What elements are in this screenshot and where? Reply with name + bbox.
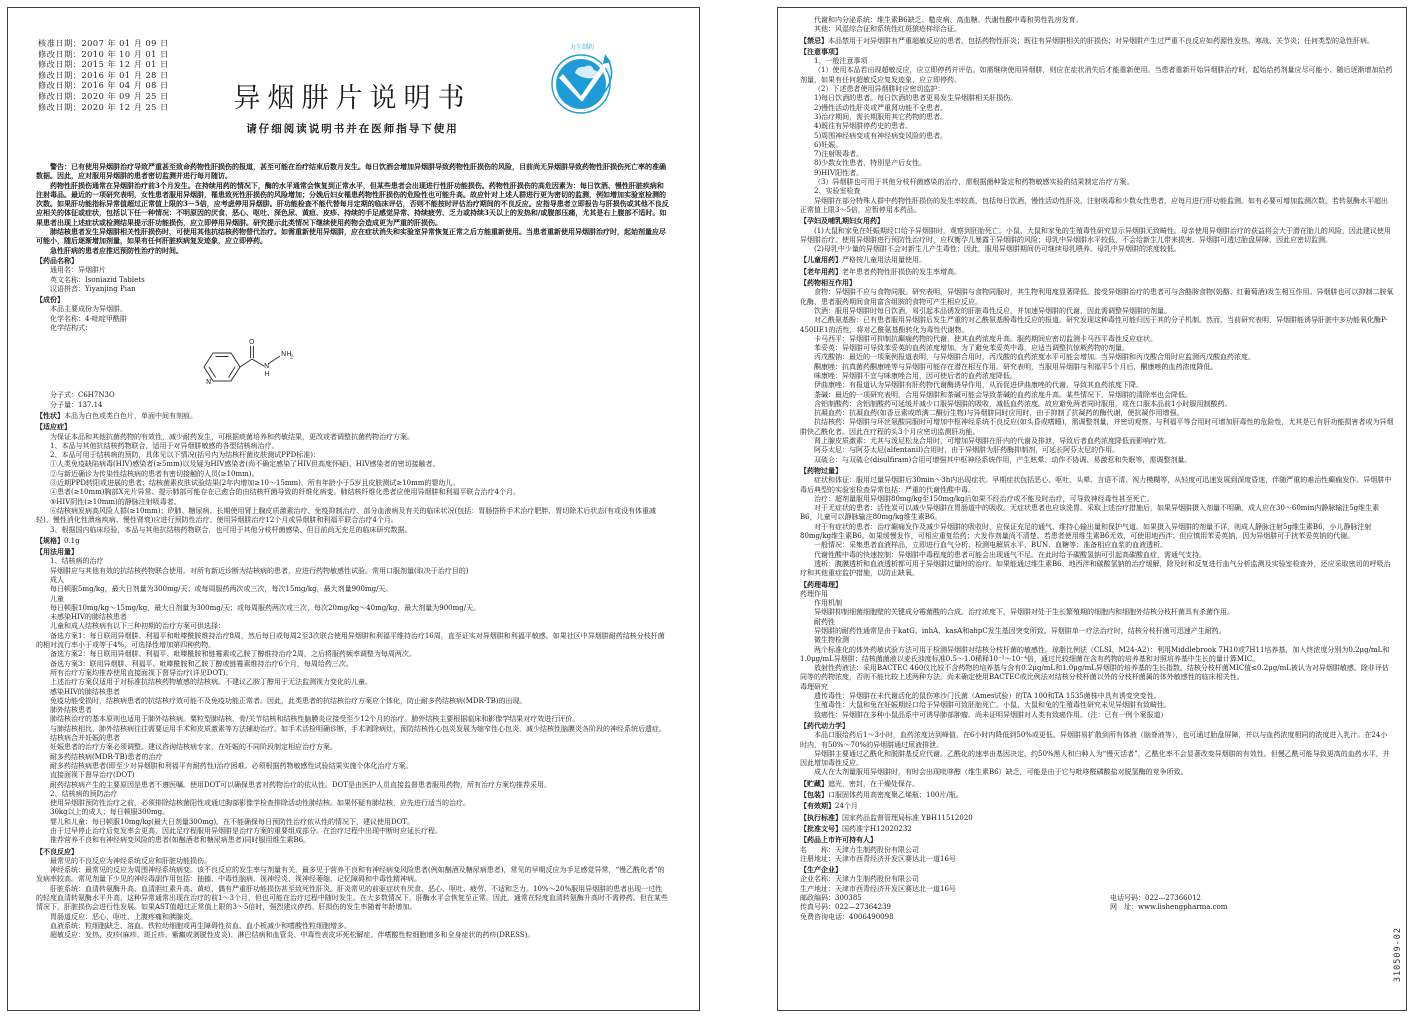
paragraph: 备选方案2：每日联用异烟肼、利福平、吡嗪酰胺和链霉素或乙胺丁醇维持治疗2周，之后将服药频率调整为每周两次。 — [50, 650, 416, 659]
paragraph: 儿童 — [50, 594, 64, 603]
paragraph: 30kg以上的成人；每日顿服300mg。 — [50, 808, 170, 817]
paragraph: 通用名：异烟肼片 — [50, 266, 106, 275]
paragraph: 使用异烟肼预防性治疗之前，必须排除结核菌阳性或通过胸部影像学检查排除活动性肺结核。如果怀疑有肺结核，应先进行适当的治疗。 — [50, 799, 470, 808]
paragraph: 4)既往有异烟肼停药史的患者。 — [814, 122, 913, 131]
section-heading: 【禁忌】 — [800, 35, 828, 45]
contact-line: 免费咨询电话：4006490098 — [800, 912, 894, 921]
paragraph: 药理作用 — [800, 589, 828, 598]
paragraph: 化学结构式： — [50, 324, 92, 333]
section-heading: 【儿童用药】 — [800, 255, 842, 265]
paragraph: 放射性药液法：采用BACTEC 460仪比较不含药物的培养基与含有0.2μg/mL和1.0μg/mL异烟肼的培养基的生长指数。结核分枝杆菌MIC值≤0.2μg/mL被认为对异烟肼敏感。除非评估同等的药物浓度，否则不能比较上述两种方法。尚未确定使用BACTEC或比例法对结核分枝杆菌以外的分枝杆菌属的体外敏感性的临床相关性。 — [800, 664, 1389, 682]
contact-block — [800, 894, 1394, 922]
paragraph: 6)妊娠。 — [814, 140, 843, 149]
section — [800, 47, 1394, 215]
section-inline-text: 24个月 — [835, 802, 858, 811]
paragraph: 异烟肼应与其他有效的抗结核药物联合使用。对所有新近诊断为结核病的患者，应进行药物敏感性试验。常用口服剂量(取决于治疗目的) — [50, 566, 469, 575]
paragraph: 异烟肼抑制细菌细胞壁的关键成分霉菌酸的合成。治疗浓度下，异烟肼对处于生长繁殖期的细胞内和细胞外结核分枝杆菌具有杀菌作用。 — [814, 608, 1234, 617]
paragraph: 阿芬太尼：与阿芬太尼(alfentanil)合用时，由于异烟肼为肝药酶抑制剂，可延长阿芬太尼的作用。 — [814, 446, 1120, 455]
paragraph: 3)治疗期间，需长期服用其它药物的患者。 — [814, 112, 948, 121]
boxed-warning — [36, 162, 669, 255]
paragraph: 异烟肼主要通过乙酰化和脱肼基反应代谢。乙酰化的速率由基因决定，约50%黑人和白种人为“慢灭活者”，乙酰化率不会显著改变异烟肼的有效性。但慢乙酰可能导致更高的血药水平，并因此增加毒性反应。 — [800, 749, 1390, 768]
vertical-print-code: 310509-02 — [1393, 926, 1403, 982]
paragraph: 代谢和内分泌系统：维生素B6缺乏、糙皮病、高血糖、代谢性酸中毒和男性乳房发育。 — [814, 16, 1083, 24]
paragraph: 2)慢性活动性肝炎或严重肾功能不全患者。 — [814, 103, 948, 112]
paragraph: 两个标准化的体外药敏试验方法可用于检测异烟肼对结核分枝杆菌的敏感性。琼脂比例法（CLSI，M24-A2）：利用Middlebrook 7H10或7H11培养基，加入终浓度分别为0.2μg/mL和1.0μg/mL异烟肼；结核菌菌液以麦氏浊度标准0.5～1.0稀释10⁻²～10⁻⁴倍，通过比较细菌在含有药物的培养基和对照培养基中生长的量计算MIC。 — [800, 645, 1390, 663]
date-line: 核准日期：2007 年 01 月 09 日 — [38, 38, 169, 48]
page1-header — [36, 16, 669, 158]
paragraph: 所有治疗方案均推荐使用直接面视下督导治疗(详见DOT)。 — [50, 668, 233, 677]
section-heading: 【注意事项】 — [800, 46, 842, 56]
paragraph: 英文名称：Isoniazid Tablets — [50, 275, 145, 284]
paragraph: 推荐营养不良和有神经病变风险的患者(如酗酒者和糖尿病患者)同时服用维生素B6。 — [50, 836, 311, 845]
date-line: 修改日期：2010 年 10 月 01 日 — [38, 48, 169, 59]
paragraph: 酮康唑：抗真菌药酮康唑等与异烟肼可能存在潜在相互作用。研究表明，当服用异烟肼与利福平5个月后，酮康唑的血药浓度降低。 — [814, 362, 1218, 371]
section-heading: 【药物相互作用】 — [800, 278, 856, 288]
paragraph: 分子式：C6H7N3O — [50, 391, 115, 400]
paragraph: 5)周围神经病变或有神经病变风险的患者。 — [814, 131, 948, 140]
section-heading: 【执行标准】 — [800, 812, 842, 822]
paragraph: 抗结核药：异烟肼与环丝氨酸同服时可增加中枢神经系统不良反应(如头昏或嗜睡)，需调整剂量，并密切观察。与利福平等合用时可增加肝毒性的危险性，尤其是已有肝功能损害者或为异烟肼快乙酰化者。因此在疗程的头3个月应密切监测肝功能。 — [800, 418, 1394, 436]
paragraph: 抗凝血药：抗凝血药(如香豆素或茚满二酮衍生物)与异烟肼同时应用时，由于抑制了抗凝药的酶代谢，使抗凝作用增强。 — [814, 409, 1184, 418]
section — [36, 547, 669, 846]
paragraph: (2)母乳中少量的异烟肼不会对新生儿产生毒性；因此，服用异烟肼期间仍可继续母乳喂养。母乳中异烟肼的浓度较低。 — [814, 245, 1181, 254]
section-heading: 【性状】 — [36, 410, 64, 420]
paragraph: 耐药性 — [814, 617, 835, 626]
svg-text:H: H — [264, 370, 270, 379]
paragraph: 备选方案1：每日联用异烟肼、利福平和吡嗪酰胺维持治疗8周，然后每日或每周2至3次联合使用异烟肼和利福平维持治疗16周，直至证实对异烟肼和利福平敏感。如果社区中异烟肼耐药结核分枝杆菌的相对流行率小于或等于4%，可选择性增加第四种药物。 — [36, 631, 665, 650]
insert-page-2 — [777, 7, 1407, 1011]
section-heading: 【贮藏】 — [800, 778, 828, 788]
section — [800, 216, 1394, 254]
section-inline-text: 严格按儿童用法用量使用。 — [842, 256, 926, 265]
svg-text:2: 2 — [290, 354, 294, 361]
paragraph: 1、本品与其他抗结核药物联合，适用于对异烟肼敏感的各型结核病治疗。 — [50, 441, 279, 450]
paragraph: 遗传毒性：异烟肼在未代谢活化的鼠伤寒沙门氏菌（Ames试验）的TA 100和TA 1535菌株中具有诱变突变性。 — [814, 692, 1161, 701]
svg-text:N: N — [264, 362, 270, 371]
section — [800, 255, 1394, 265]
approval-dates — [38, 38, 169, 112]
section-inline-text: 老年患者药物性肝损伤的发生率增高。 — [842, 267, 961, 276]
paragraph: 致癌性：异烟肼在多种小鼠品系中可诱导肺部肿瘤。尚未证明异烟肼对人类有致癌作用。（注：已有一例个案报道） — [814, 710, 1168, 719]
paragraph: 食物：异烟肼不应与食物同服。研究表明，异烟肼与食物同服时，其生物利用度显著降低。接受异烟肼治疗的患者可与含酪胺食物(奶酪、红葡萄酒)发生相互作用。异烟肼也可以抑制二胺氧化酶，患者服药期间食用富含组胺的食物可产生相应反应。 — [800, 288, 1394, 306]
paragraph: 作用机制 — [814, 599, 842, 608]
paragraph: （2）下述患者使用异烟肼时应密切监护： — [814, 85, 945, 94]
section — [36, 411, 669, 421]
paragraph: 耐多药结核病(MDR-TB)患者的治疗 — [50, 752, 163, 761]
paragraph: 肺结核患者发生异烟肼相关性肝损伤时，可使用其他抗结核药物替代治疗。如需重新使用异烟肼，应在症状消失和实验室异常恢复正常之后方能重新使用。当患者重新使用异烟肼治疗时，起始剂量应尽可能小，随后逐渐增加剂量，如果有任何肝脏疾病复发迹象，应立即停药。 — [36, 227, 666, 246]
paragraph: 神经系统：最常见的反应为周围神经系统病变。该不良反应的发生率与剂量有关，最多见于营养不良和有神经病变风险患者(例如酗酒及糖尿病患者)，常见的早期反应为手足感觉异常，“慢乙酰化者”的发病率较高。常见剂量下少见的神经毒副作用包括：抽搐、中毒性脑病、视神经炎、视神经萎缩、记忆障碍和中毒性精神病。 — [36, 866, 665, 884]
paragraph: 本品主要成份为异烟肼。 — [50, 305, 127, 314]
section — [800, 278, 1394, 465]
paragraph: 8)少数女性患者，特别是产后女性。 — [814, 159, 927, 168]
paragraph: 伊曲康唑：有报道认为异烟肼有肝药物代谢酶诱导作用，从而促进伊曲康唑的代谢，导致其血药浓度下降。 — [814, 381, 1143, 390]
section-inline-text: 国家药品监督管理局标准 YBH11512020 — [842, 813, 973, 822]
paragraph: 代谢性酸中毒的快速控制：异烟肼中毒程度的患者可能会出现通气不足。在此时给予碳酸氢钠可引起高碳酸血症，需通气支持。 — [814, 550, 1206, 559]
section-heading: 【规格】 — [36, 535, 64, 545]
paragraph: 警告：已有使用异烟肼治疗导致严重甚至致命药物性肝损伤的报道，甚至可能在治疗结束后数月发生。每日饮酒会增加异烟肼导致药物性肝损伤的风险，目前尚无异烟肼导致药物性肝损伤死亡率的准确数据。因此，应对服用异烟肼的患者密切监测并进行每月随访。 — [36, 162, 666, 181]
paragraph: 上述治疗方案仅适用于对标准抗结核药物敏感的结核病。不建议乙胺丁醇用于无法监测视力变化的儿童。 — [50, 678, 372, 687]
paragraph: 名 称：天津力生制药股份有限公司 — [800, 845, 919, 854]
paragraph: ①人类免疫缺陷病毒(HIV)感染者(≥5mm)以及疑为HIV感染者(尚不确定感染了HIV但高度怀疑)、HIV感染者的密切接触者。 — [50, 460, 440, 469]
section-heading: 【药代动力学】 — [800, 720, 849, 730]
date-line: 修改日期：2020 年 09 月 25 日 — [38, 90, 169, 101]
paragraph: ⑤HIV阴性(≥10mm)的静脉注射吸毒者。 — [50, 497, 181, 506]
paragraph: 成人 — [50, 575, 64, 584]
svg-text:NH: NH — [281, 350, 292, 359]
section — [800, 865, 1394, 894]
paragraph: 2、结核病的预防治疗 — [50, 789, 118, 798]
paragraph: 肺外结核患者 — [50, 706, 92, 715]
section — [800, 790, 1394, 800]
paragraph: 含铝制酸药：含铝制酸药可延缓并减少口服异烟肼的吸收，减低血药浓度。故应避免两者同时服用，或在口服本品前1小时服用制酸药。 — [814, 399, 1232, 408]
paragraph: 超敏反应：发热、皮疹(麻疹、斑丘疹、紫癜或剥脱性皮炎)、淋巴结病和血管炎、中毒性表皮坏死松解症、伴嗜酸性粒细胞增多和全身症状的药疹(DRESS)。 — [50, 931, 535, 940]
paragraph: 耐多药结核病患者(即至少对异烟肼和利福平有耐药性)治疗困难。必须根据药物敏感性试验结果实施个体化治疗方案。 — [50, 761, 413, 770]
section-inline-text: 本品禁用于对异烟肼有严重超敏反应的患者，包括药物性肝炎；既往有异烟肼相关的肝损伤；对异烟肼产生过严重不良反应如药源性发热、寒战、关节炎；任何类型的急性肝病。 — [828, 36, 1374, 45]
paragraph: 分子量：137.14 — [50, 400, 103, 409]
paragraph: 微生物检测 — [814, 636, 849, 645]
section-inline-text: 本品为白色或类白色片，单面中间有刻痕。 — [64, 411, 197, 420]
paragraph: （1）使用本品若出现超敏反应，应立即停药并评估。如需继续使用异烟肼，则应在症状消失后才能重新使用。当患者重新开始异烟肼治疗时，起始给药剂量应尽可能小、随后逐渐增加给药剂量，如果有任何超敏反应复发迹象，应立即停药。 — [800, 66, 1393, 84]
paragraph: 双硫仑：与双硫仑(disulfiram)合用可增强其中枢神经系统作用，产生眩晕、动作不协调、易激惹和失眠等，需调整剂量。 — [814, 455, 1192, 464]
paragraph: 直接面视下督导治疗(DOT) — [50, 771, 135, 780]
date-line: 修改日期：2015 年 12 月 01 日 — [38, 59, 169, 70]
paragraph: 备选方案3：联用异烟肼、利福平、吡嗪酰胺和乙胺丁醇或链霉素维持治疗6个月，每周给药三次。 — [50, 659, 353, 668]
paragraph: 症状和体征：服用过量异烟肼后30min～3h内出现症状。早期症状包括恶心、呕吐、头晕、言语不清、视力模糊等，从轻度可迅速发展到深度昏迷，伴随严重的难治性癫痫发作。异烟肼中毒后典型的实验室检查异常包括：严重的代谢性酸中毒。 — [800, 476, 1392, 494]
section — [36, 847, 669, 941]
paragraph: ②与新近确诊为传染性结核病的患者有密切接触的人员(≥10mm)。 — [50, 469, 259, 478]
page1-sections — [36, 256, 669, 941]
section-heading: 【孕妇及哺乳期妇女用药】 — [800, 216, 884, 226]
page2-sections — [800, 36, 1394, 894]
paragraph: 由于过早停止治疗后复发率会更高，因此足疗程服用异烟肼是治疗方案的重要组成部分。在治疗过程中出现中断时应延长疗程。 — [50, 827, 442, 835]
paragraph: 7)注射吸毒者。 — [814, 150, 864, 159]
section-heading: 【药物过量】 — [800, 465, 842, 475]
section — [800, 801, 1394, 811]
page2-continuation — [800, 16, 1394, 35]
section-heading: 【批准文号】 — [800, 823, 842, 833]
insert-subtitle: 请仔细阅读说明书并在医师指导下使用 — [246, 123, 459, 135]
date-line: 修改日期：2016 年 04 月 08 日 — [38, 80, 169, 91]
section-inline-text: 0.1g — [64, 536, 80, 545]
paragraph: 急性肝病的患者应推迟预防性治疗的时间。 — [50, 245, 183, 255]
paragraph: 化学名称：4-吡啶甲酰肼 — [50, 314, 127, 323]
contact-line: 邮政编码：300385 — [800, 894, 862, 903]
paragraph: 汉语拼音：Yiyanjing Pian — [50, 284, 136, 293]
section — [800, 466, 1394, 579]
paragraph: 其他：风湿综合征和系统性红斑狼疮样综合征。 — [814, 25, 961, 34]
section-heading: 【药理毒理】 — [800, 579, 842, 589]
paragraph: 咪康唑：异烟肼不宜与咪康唑合用，因可使后者的血药浓度降低。 — [814, 371, 1017, 380]
paragraph: 异烟肼的耐药性通常是由于katG、inhA、kasA和ahpC发生基因突变所致。异烟肼单一疗法治疗时，结核分枝杆菌可迅速产生耐药。 — [814, 627, 1226, 635]
paragraph: 饮酒：服用异烟肼时每日饮酒，易引起本品诱发的肝脏毒性反应，并加速异烟肼的代谢，因此需调整异烟肼的剂量。 — [814, 306, 1171, 315]
paragraph: ④患者(≥10mm)胸部X光片异常、提示肺部可能存在已愈合的由结核杆菌导致的纤维化病变。肺结核纤维化患者应使用异烟肼和利福平联合治疗4个月。 — [50, 488, 520, 497]
paragraph: 毒理研究 — [800, 682, 828, 691]
paragraph: 丙戊酸钠：最近的一项案例报道表明，与异烟肼合用时，丙戊酸的血药浓度水平可能会增加。当异烟肼和丙戊酸合用时应监测丙戊酸血药浓度。 — [814, 353, 1255, 362]
paragraph: 治疗：超剂量服用异烟肼80mg/kg至150mg/kg后如果不经治疗或不能及时治疗，可导致神经毒性甚至死亡。 — [814, 494, 1154, 503]
section — [800, 580, 1394, 720]
paragraph: 企业名称：天津力生制药股份有限公司 — [800, 875, 919, 884]
section-heading: 【生产企业】 — [800, 865, 842, 875]
paragraph: 卡马西平：异烟肼可抑制抗癫痫药物的代谢，使其血药浓度升高。服药期间应密切监测卡马西平毒性反应症状。 — [814, 334, 1157, 343]
section-heading: 【不良反应】 — [36, 846, 78, 856]
section-heading: 【成份】 — [36, 295, 64, 305]
paragraph: 对于有症状的患者：治疗癫痫发作及减少异烟肼的吸收时，应保证充足的通气、维持心输出量和保护气道。如果摄入异烟肼的剂量不详，则成人静脉注射5g维生素B6，小儿静脉注射80mg/kg维生素B6。如果缓慢发作，可相应重复给药；大发作剂量尚不清楚。若患者使用维生素B6无效，可使用地西泮；但应慎用苯妥英钠，因为异烟肼可干扰苯妥英钠的代谢。 — [800, 522, 1372, 541]
paragraph: 3、根据国内临床经验，本品与其他抗结核药物联合，也可用于其他分枝杆菌感染、但目前尚无充足的临床研究数据。 — [50, 525, 412, 534]
paragraph: 1、结核病的治疗 — [50, 557, 104, 566]
contact-line: 电话号码：022—27366012 — [1110, 894, 1201, 903]
paragraph: 最常见的不良反应为神经系统反应和肝脏功能损伤。 — [50, 856, 211, 865]
paragraph: 1)每日饮酒的患者。每日饮酒的患者更易发生异烟肼相关肝损伤。 — [814, 94, 1018, 103]
contact-line: 传真号码：022—27364239 — [800, 903, 891, 912]
paragraph: 9)HIV阳性者。 — [814, 168, 864, 177]
section-heading: 【老年用药】 — [800, 266, 842, 276]
section — [800, 779, 1394, 789]
section — [36, 536, 669, 546]
section — [36, 295, 669, 410]
paragraph: 与肺结核相比，肺外结核病往往需要运用手术和皮质激素等方法辅助治疗。如手术活检明确诊断、手术剥除病灶、预防结核性心包炎发展为缩窄性心包炎，减少结核性脑膜炎各阶段的神经系统后遗症。 — [50, 724, 666, 733]
paragraph: ⑥结核病发病高风险人群(≥10mm)；矽肺、糖尿病、长期使用肾上腺皮质激素治疗、免疫抑制治疗、部分血液病及有关的临床状况(包括：胃肠搭桥手术治疗肥胖、胃切除术后状态(有或没有体重减轻)、慢性消化性溃疡疾病、慢性肾衰)应进行预防性治疗、使用异烟肼治疗12个月或异烟肼和利福平联合治疗4个月。 — [36, 506, 656, 525]
paragraph: 对乙酰氨基酚：已有患者服用异烟肼后发生严重的对乙酰氨基酚毒性反应的报道。研究发现这种毒性可能归因于其的分子机制。然而，当前研究表明，异烟肼能诱导肝脏中多功能氧化酶P-450IIE1的活性，将对乙酰氨基酚转化为毒性代谢物。 — [800, 316, 1388, 334]
contact-line: 网 址：www.lishengpharma.com — [1110, 903, 1228, 912]
paragraph: 未感染HIV的肺结核患者 — [50, 613, 127, 622]
paragraph: 异烟肼在部分特殊人群中药物性肝损伤的发生率较高，包括每日饮酒、慢性活动性肝炎、注射吸毒和少数女性患者，应每月进行肝功能监测。如有必要可增加监测次数。若转氨酶水平超出正常值上限3～5倍，应暂停用本药品。 — [800, 196, 1388, 214]
date-line: 修改日期：2016 年 01 月 28 日 — [38, 69, 169, 80]
section — [36, 256, 669, 294]
paragraph: 1、一般注意事项 — [814, 57, 868, 66]
section-heading: 【用法用量】 — [36, 547, 78, 557]
paragraph: 生产地址：天津市西青经济开发区赛达北一道16号 — [800, 884, 956, 893]
lisheng-logo — [545, 40, 619, 120]
paragraph: 2、本品可用于结核病的预防，具体见以下情况(括号内为结核杆菌皮肤测试PPD标准)： — [50, 451, 320, 460]
paragraph: 感染HIV的肺结核患者 — [50, 687, 120, 696]
paragraph: 肺结核治疗的基本原则也适用于肺外结核病。粟粒型肺结核、骨/关节结核和结核性脑膜炎应接受至少12个月的治疗。肺外结核主要根据临床和影像学结果对疗效进行评价。 — [50, 715, 580, 724]
paragraph: (1)大鼠和家兔在妊娠期经口给予异烟肼时，观察到胚胎死亡。小鼠、大鼠和家兔的生殖毒性研究显示异烟肼无致畸性。母亲使用异烟肼治疗的获益将会大于潜在胎儿的风险，因此建议使用异烟肼治疗。使用异烟肼进行预防性治疗时，应权衡孕儿暴露于异烟肼的风险；母乳中异烟肼水平较低，不会给新生儿带来损害。异烟肼可透过胎盘屏障，因此应密切监测。 — [800, 226, 1391, 244]
section — [800, 835, 1394, 864]
insert-page-1 — [7, 7, 700, 1011]
paragraph: 肾上腺皮质激素：尤其与泼尼松龙合用时，可增加异烟肼在肝内的代谢及排泄，导致后者血药浓度降低而影响疗效。 — [814, 437, 1171, 446]
section-heading: 【药品上市许可持有人】 — [800, 835, 877, 845]
section-inline-text: 遮光，密封，在干燥处保存。 — [828, 779, 919, 788]
paragraph: 本品口服给药后1～3小时，血药浓度达到峰值，在6小时内降低到50%或更低。异烟肼易扩散到所有体液（脑脊液等），也可通过胎盘屏障，并以与血药浓度相同的浓度进入乳汁。在24小时内，有50%～70%的异烟肼通过尿液排泄。 — [800, 731, 1388, 749]
date-line: 修改日期：2020 年 12 月 25 日 — [38, 101, 169, 112]
section-heading: 【适应症】 — [36, 422, 71, 432]
paragraph: 一般情况：采集患者血液样品，立即进行血气分析、检测电解质水平、BUN、血糖等；准备相应血浆的血液透析。 — [814, 541, 1168, 550]
paragraph: 血液系统：粒细胞缺乏、溶血、铁粒幼细胞或再生障碍性贫血、血小板减少和嗜酸性粒细胞增多。 — [50, 921, 351, 930]
section — [800, 36, 1394, 46]
paragraph: 结核病合并妊娠的患者 — [50, 734, 120, 743]
paragraph: 每日顿服5mg/kg，最大日剂量为300mg/天；或每周服药两次或三次，每次15mg/kg，最大剂量900mg/天。 — [50, 585, 393, 594]
paragraph: 苯妥英：异烟肼可导致苯妥英的血药浓度增加。为了避免苯妥英中毒，应适当调整抗惊厥药物的剂量。 — [814, 344, 1129, 353]
svg-text:O: O — [249, 338, 255, 347]
paragraph: 茶碱：最近的一项研究表明，合用异烟肼和茶碱可能会导致茶碱的血药浓度升高。某些情况下，异烟肼的清除率也会降低。 — [814, 390, 1192, 399]
paragraph: 妊娠患者的治疗方案必须调整。建议咨询结核病专家，在妊娠的不同阶段制定相应治疗方案。 — [50, 743, 337, 752]
paragraph: 成人在大剂量服用异烟肼时，有时会出现吡哆醇（维生素B6）缺乏，可能是由于它与吡哆醛磷酸盐对脱氢酶的竞争所致。 — [814, 768, 1188, 777]
section-heading: 【包装】 — [800, 790, 828, 800]
paragraph: 注册地址：天津市西青经济开发区赛达北一道16号 — [800, 854, 956, 863]
paragraph: 每日顿服10mg/kg～15mg/kg，最大日剂量为300mg/天；或每周服药两次或三次，每次20mg/kg～40mg/kg，最大剂量为900mg/天。 — [50, 603, 481, 612]
paragraph: 为保证本品和其他抗菌药物的有效性，减少耐药发生，可根据痰菌培养和药敏结果，更改或者调整抗菌药物治疗方案。 — [50, 432, 414, 441]
paragraph: 2、实验室检查 — [814, 187, 861, 196]
section — [36, 422, 669, 535]
section — [800, 824, 1394, 834]
insert-title: 异烟肼片说明书 — [233, 83, 472, 114]
section — [800, 721, 1394, 778]
paragraph: 生殖毒性：大鼠和兔在妊娠期经口给予异烟肼可致胚胎死亡。小鼠、大鼠和兔的生殖毒性研究未见异烟肼有致畸性。 — [814, 701, 1171, 710]
section-heading: 【有效期】 — [800, 801, 835, 811]
section — [800, 813, 1394, 823]
section — [800, 267, 1394, 277]
svg-text:N: N — [206, 378, 212, 387]
paragraph: 胃肠道反应：恶心、呕吐、上腹疼痛和胰腺炎。 — [50, 912, 197, 921]
paragraph: 药物性肝损伤通常在异烟肼治疗前3个月发生。在持续用药的情况下，酶的水平通常会恢复到正常水平，但某些患者会出现进行性肝功能损伤。药物性肝损伤的高危因素为：每日饮酒、慢性肝脏疾病和注射毒品。最近的一项研究表明，女性患者服用异烟肼，罹患致死性肝损伤的风险增加；分娩后妇女罹患药物性肝损伤的危险性也可能升高。故应针对上述人群进行更为密切的监测，例如增加实验室检测的次数。如果肝功能指标异常值超过正常值上限的3－5倍，应考虑停用异烟肼。肝功能检查不能代替每月定期的临床评估，否则不能按时评估治疗期间的不良反应。应指导患者立即报告与肝损伤或其他不良反应相关的体征或症状，包括以下任一种情况：不明原因的厌食、恶心、呕吐、深色尿、黄疸、皮疹、持续的手足感觉异常、持续疲劳、乏力或持续3天以上的发热和/或腹部压痛，尤其是右上腹部不适时。如果患者出现上述症状或检测结果提示肝功能损伤，应立即停用异烟肼。研究提示此类情况下继续使用药物会造成更为严重的肝损伤。 — [36, 180, 669, 227]
paragraph: ③近期PPD转阳或进展的患者；结核菌素皮肤试验结果(2年内增加≥10～15mm)，所有年龄小于5岁且皮肤测试≥10mm的婴幼儿。 — [50, 479, 460, 488]
paragraph: 耐药结核病产生的主要原因是患者不遵医嘱。使用DOT可以确保患者对药物治疗的依从性。DOT是由医护人员直接监督患者服用药物，所有治疗方案均推荐采用。 — [50, 780, 552, 789]
section-heading: 【药品名称】 — [36, 255, 78, 265]
paragraph: 对于无症状的患者：活性炭可以减少异烟肼在胃肠道中的吸收。无症状患者也应该洗胃。采取上述治疗措施后，如果异烟肼摄入剂量不明确，成人应在30～60min内静脉输注5g维生素B6，儿童可以静脉输注80mg/kg维生素B6。 — [800, 504, 1380, 522]
paragraph: （3）异烟肼也可用于其他分枝杆菌感染的治疗，需根据菌种鉴定和药物敏感实验的结果制定治疗方案。 — [814, 178, 1134, 187]
isoniazid-structure — [186, 334, 336, 390]
section-inline-text: 国药准字H12020232 — [842, 824, 912, 833]
molecule-structure — [186, 334, 669, 390]
paragraph: 儿童和成人结核病有以下三种初期的治疗方案可供选择： — [50, 622, 225, 631]
paragraph: 免疫功能受损时，结核病患者的抗结核疗效可能不及免疫功能正常者。因此，此类患者的抗结核治疗方案应个体化，防止耐多药结核病(MDR-TB)的出现。 — [50, 696, 527, 705]
logo-arc-text: 力生制药 — [569, 44, 595, 51]
paragraph: 肝脏系统：血清转氨酶升高、血清胆红素升高、黄疸、偶有严重肝功能损伤甚至致死性肝炎。肝炎常见的前驱症状有厌食、恶心、呕吐、疲劳、不适和乏力。10%～20%服用异烟肼的患者出现一过性的轻度血清转氨酶水平升高，这种异常通常出现在治疗的前1～3个月，但也可能在治疗过程中随时发生。在大多数情况下，肝酶水平会恢复至正常。因此，通常在轻度血清转氨酶升高时不需停药。但在某些情况下，肝脏损伤会进行性发展。如果AST值超过正常值上限的3～5倍时，强烈建议停药。肝损伤的发生率随着年龄增加。 — [36, 884, 668, 912]
paragraph: 透析：腹膜透析和血液透析都可用于异烟肼过量时的治疗。如果能通过维生素B6、地西泮和碳酸氢钠的治疗缓解，除及时和反复进行血气分析监测及实验室检查外，还应采取密切的呼吸治疗和其他重症监护措施，以防止缺氧。 — [800, 559, 1391, 578]
paragraph: 婴儿和儿童：每日顿服10mg/kg(最大日剂量300mg)。在不能确保每日预防性治疗依从性的情况下，建议使用DOT。 — [50, 817, 415, 826]
contact-line — [1110, 913, 1394, 922]
section-inline-text: 口服固体药用高密度聚乙烯瓶；100片/瓶。 — [828, 791, 963, 800]
